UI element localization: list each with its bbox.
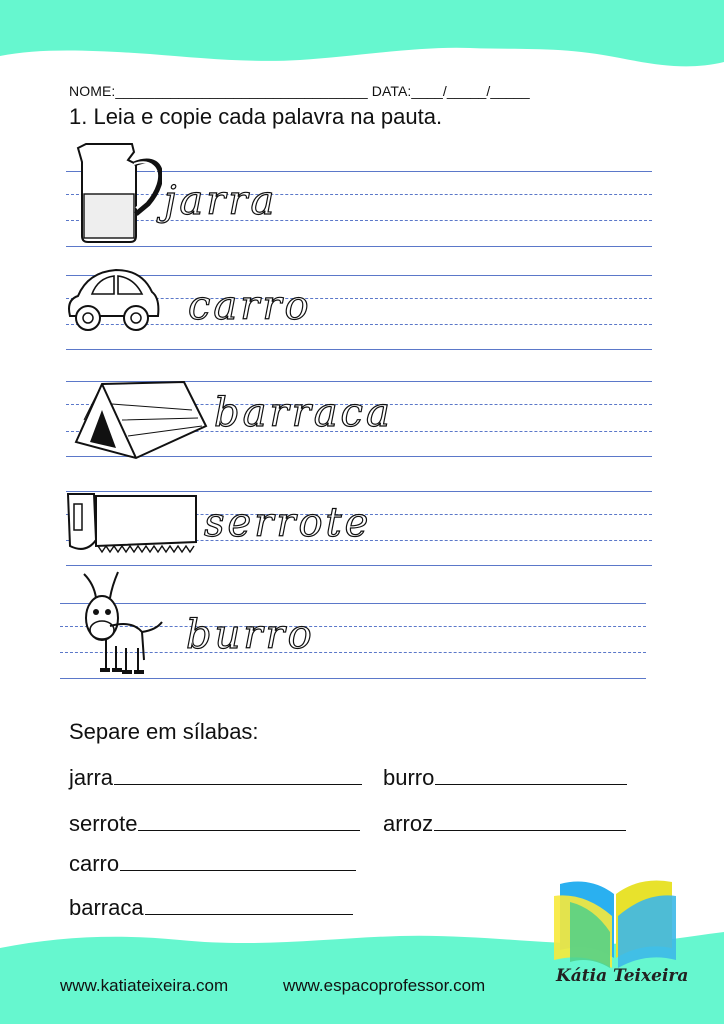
syllable-word: jarra <box>69 765 114 790</box>
top-wave-band <box>0 0 724 80</box>
logo-signature: Kátia Teixeira <box>556 966 689 986</box>
car-icon <box>64 266 162 334</box>
rule-line <box>66 246 652 247</box>
cursive-word: burro <box>186 612 315 658</box>
exercise-title: 1. Leia e copie cada palavra na pauta. <box>69 104 443 129</box>
syllable-word: arroz <box>383 811 434 836</box>
answer-blank[interactable] <box>145 894 353 915</box>
syllable-item <box>383 810 626 837</box>
donkey-icon <box>76 570 166 678</box>
syllable-word: carro <box>69 851 120 876</box>
syllable-word: burro <box>383 765 435 790</box>
answer-blank[interactable] <box>434 810 626 831</box>
rule-line <box>66 349 652 350</box>
cursive-word: serrote <box>204 500 372 546</box>
syllable-word: serrote <box>69 811 138 836</box>
rule-line <box>66 565 652 566</box>
syllable-item <box>383 764 627 791</box>
syllable-word: barraca <box>69 895 144 920</box>
syllables-title: Separe em sílabas: <box>69 719 259 744</box>
jug-icon <box>74 138 162 244</box>
name-date-line: NOME:________________________________ DATA:____/_____/_____ <box>69 83 530 99</box>
footer-site-1[interactable]: www.katiateixeira.com <box>60 976 229 995</box>
syllable-item <box>69 850 356 877</box>
answer-blank[interactable] <box>120 850 356 871</box>
saw-icon <box>64 492 204 558</box>
syllable-item <box>69 764 362 791</box>
cursive-word: carro <box>188 283 312 329</box>
answer-blank[interactable] <box>138 810 360 831</box>
footer-site-2[interactable]: www.espacoprofessor.com <box>283 976 486 995</box>
syllable-item <box>69 810 360 837</box>
rule-line <box>60 678 646 679</box>
answer-blank[interactable] <box>435 764 627 785</box>
answer-blank[interactable] <box>114 764 362 785</box>
tent-icon <box>72 380 212 462</box>
cursive-word: barraca <box>214 390 393 436</box>
cursive-word: jarra <box>164 178 278 224</box>
open-book-logo-icon <box>550 872 680 972</box>
